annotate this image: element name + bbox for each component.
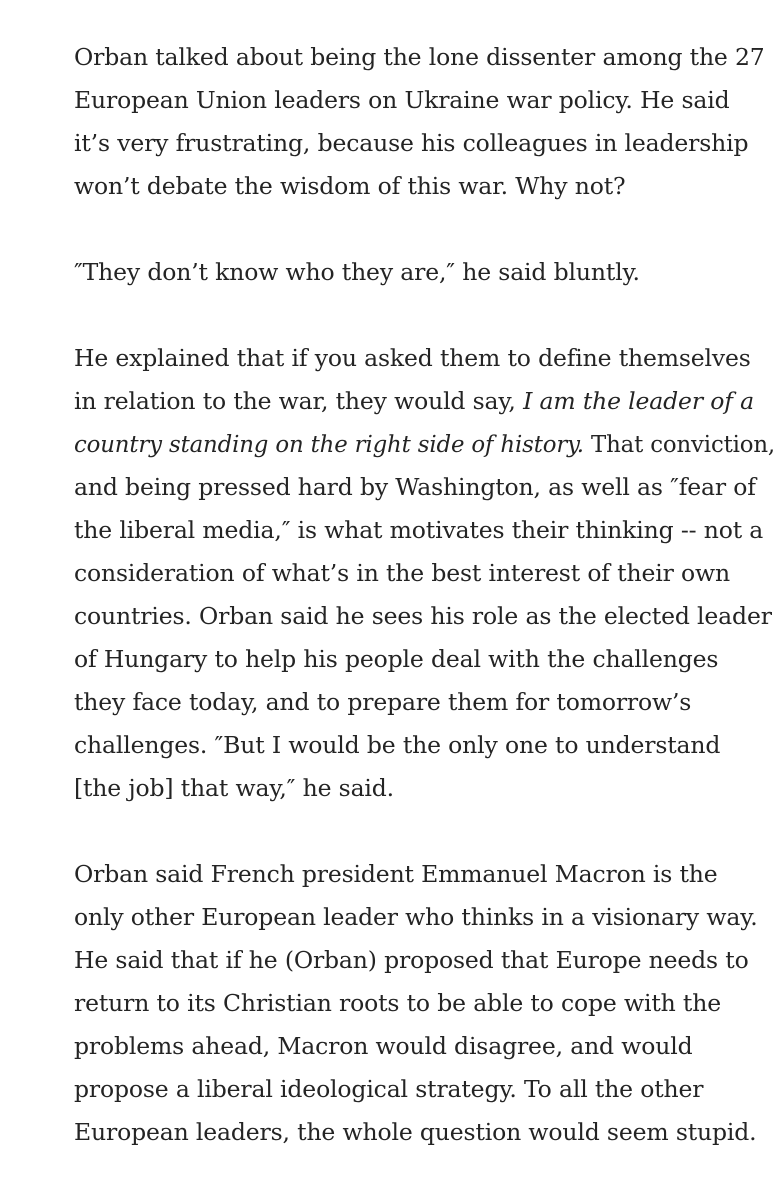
text-line: challenges. ″But I would be the only one to understand: [74, 731, 721, 759]
text-line: problems ahead, Macron would disagree, and would: [74, 1032, 693, 1060]
paragraph-quote: [74, 251, 739, 294]
text-line: [the job] that way,″ he said.: [74, 774, 395, 802]
text-line: consideration of what’s in the best interest of their own: [74, 559, 730, 587]
text-line: only other European leader who thinks in a visionary way.: [74, 903, 758, 931]
text-line: countries. Orban said he sees his role as the elected leader: [74, 602, 772, 630]
text-line: [74, 423, 776, 466]
text-line: they face today, and to prepare them for tomorrow’s: [74, 688, 692, 716]
text-line: European Union leaders on Ukraine war policy. He said: [74, 86, 730, 114]
text-line: Orban said French president Emmanuel Macron is the: [74, 860, 718, 888]
text-line: it’s very frustrating, because his colleagues in leadership: [74, 129, 749, 157]
text-line: propose a liberal ideological strategy. To all the other: [74, 1075, 704, 1103]
text-line: ″They don’t know who they are,″ he said bluntly.: [74, 258, 640, 286]
text-line: return to its Christian roots to be able to cope with the: [74, 989, 721, 1017]
paragraph-lone-dissenter: [74, 36, 765, 208]
paragraph-macron: [74, 853, 758, 1154]
text-segment: in relation to the war, they would say,: [74, 387, 524, 415]
italic-quote: country standing on the right side of history.: [74, 430, 584, 458]
text-line: and being pressed hard by Washington, as well as ″fear of: [74, 473, 756, 501]
text-line: of Hungary to help his people deal with the challenges: [74, 645, 719, 673]
text-segment: That conviction,: [583, 430, 776, 458]
text-line: the liberal media,″ is what motivates their thinking -- not a: [74, 516, 764, 544]
text-line: He explained that if you asked them to define themselves: [74, 344, 751, 372]
italic-quote: I am the leader of a: [523, 387, 754, 415]
text-line: Orban talked about being the lone dissenter among the 27: [74, 43, 765, 71]
text-line: won’t debate the wisdom of this war. Why not?: [74, 172, 626, 200]
text-line: [74, 380, 754, 423]
text-line: European leaders, the whole question would seem stupid.: [74, 1118, 757, 1146]
paragraph-explanation: [74, 337, 776, 810]
text-line: He said that if he (Orban) proposed that Europe needs to: [74, 946, 749, 974]
